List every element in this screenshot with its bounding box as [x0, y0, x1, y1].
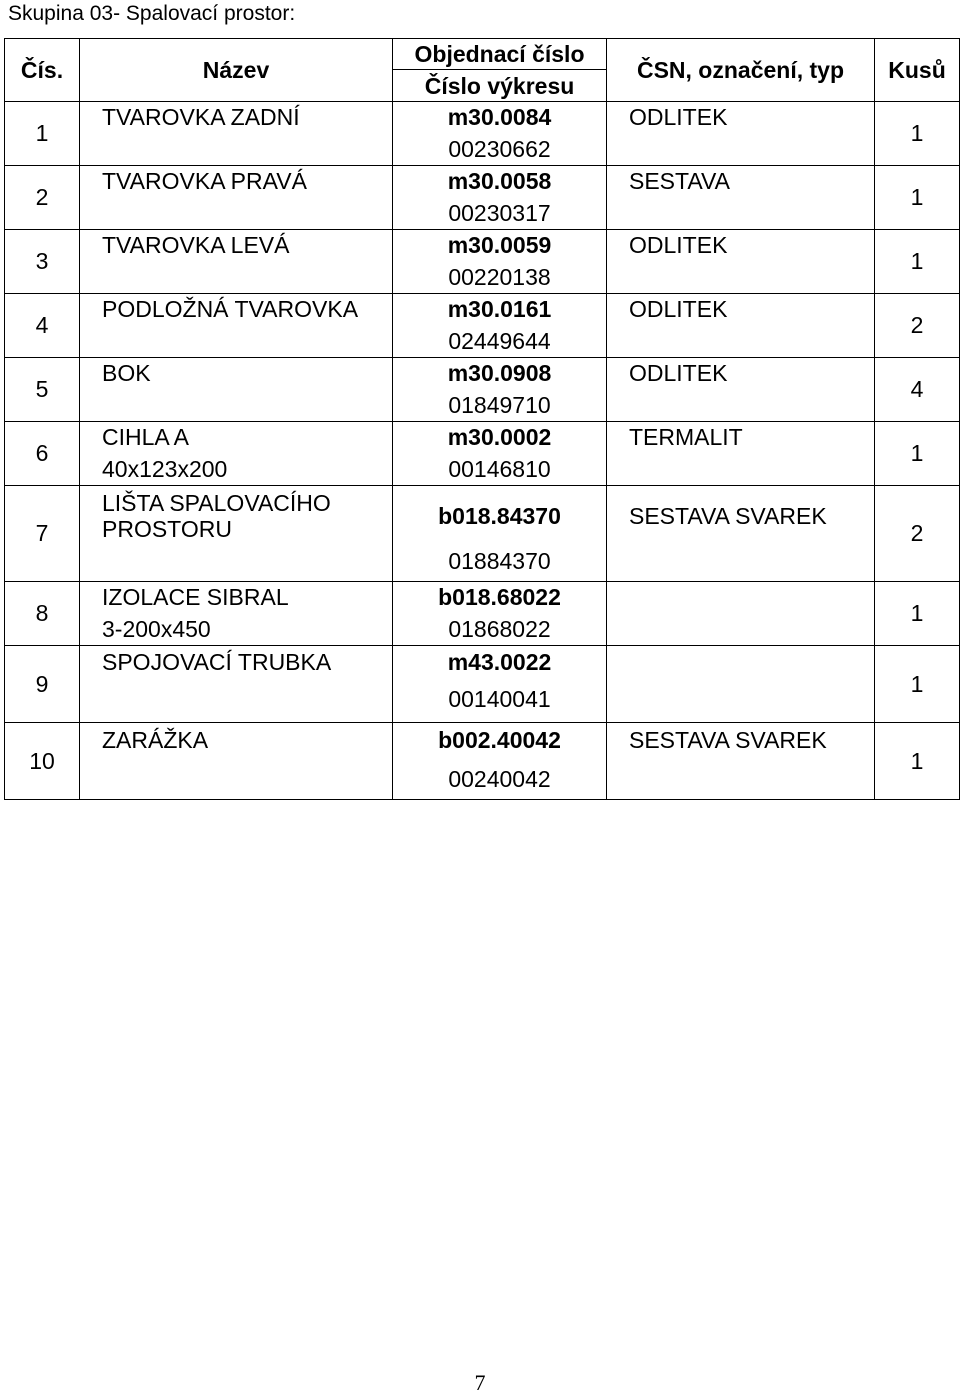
- drawing-number: 00220138: [448, 264, 551, 290]
- order-number: b002.40042: [438, 727, 561, 753]
- table-row: [5, 166, 960, 230]
- part-name: TVAROVKA ZADNÍ: [102, 104, 300, 130]
- row-number: 9: [5, 646, 80, 723]
- csn-type: TERMALIT: [629, 424, 743, 450]
- part-name: PODLOŽNÁ TVAROVKA: [102, 296, 359, 322]
- table-row: [5, 486, 960, 582]
- part-name: LIŠTA SPALOVACÍHO: [102, 490, 331, 516]
- order-number: b018.68022: [438, 584, 561, 610]
- csn-type: SESTAVA SVAREK: [629, 727, 827, 753]
- table-row: [5, 723, 960, 800]
- csn-type: ODLITEK: [629, 232, 728, 258]
- csn-type: SESTAVA: [629, 168, 730, 194]
- drawing-number: 00230317: [448, 200, 551, 226]
- table-row: [5, 422, 960, 486]
- part-name-detail: 3-200x450: [102, 616, 211, 642]
- header-qty: Kusů: [875, 39, 960, 102]
- order-number: m30.0002: [447, 424, 552, 450]
- row-number: 8: [5, 582, 80, 646]
- order-number: m30.0908: [447, 360, 552, 386]
- drawing-number: 00230662: [448, 136, 551, 162]
- part-name: CIHLA A: [102, 424, 189, 450]
- order-number: m30.0059: [447, 232, 552, 258]
- row-number: 6: [5, 422, 80, 486]
- order-number: m30.0084: [447, 104, 552, 130]
- header-name: Název: [80, 39, 393, 102]
- order-number: b018.84370: [438, 503, 561, 529]
- header-drawing-number: Číslo výkresu: [393, 70, 607, 102]
- drawing-number: 00140041: [448, 686, 551, 712]
- quantity: 2: [875, 486, 960, 582]
- part-name: TVAROVKA LEVÁ: [102, 232, 290, 258]
- header-order-number: Objednací číslo: [393, 39, 607, 70]
- part-name: ZARÁŽKA: [102, 727, 209, 753]
- quantity: 1: [875, 422, 960, 486]
- order-number: m30.0058: [447, 168, 552, 194]
- header-csn: ČSN, označení, typ: [607, 39, 875, 102]
- header-number: Čís.: [5, 39, 80, 102]
- table-row: [5, 582, 960, 646]
- drawing-number: 01884370: [448, 548, 551, 574]
- quantity: 1: [875, 102, 960, 166]
- order-number: m30.0161: [447, 296, 552, 322]
- csn-type: ODLITEK: [629, 360, 728, 386]
- drawing-number: 01868022: [448, 616, 551, 642]
- quantity: 4: [875, 358, 960, 422]
- csn-type: SESTAVA SVAREK: [629, 503, 827, 529]
- table-row: [5, 358, 960, 422]
- table-row: [5, 294, 960, 358]
- quantity: 1: [875, 166, 960, 230]
- drawing-number: 00146810: [448, 456, 551, 482]
- part-name: BOK: [102, 360, 151, 386]
- row-number: 3: [5, 230, 80, 294]
- row-number: 10: [5, 723, 80, 800]
- page-title: Skupina 03- Spalovací prostor:: [8, 2, 296, 25]
- row-number: 1: [5, 102, 80, 166]
- row-number: 7: [5, 486, 80, 582]
- table-row: [5, 102, 960, 166]
- drawing-number: 02449644: [448, 328, 551, 354]
- order-number: m43.0022: [447, 649, 552, 675]
- row-number: 2: [5, 166, 80, 230]
- table-row: [5, 646, 960, 723]
- part-name-detail: 40x123x200: [102, 456, 228, 482]
- csn-type: ODLITEK: [629, 296, 728, 322]
- part-name: IZOLACE SIBRAL: [102, 584, 289, 610]
- parts-table: [4, 38, 960, 800]
- part-name-detail: PROSTORU: [102, 516, 232, 542]
- quantity: 2: [875, 294, 960, 358]
- drawing-number: 01849710: [448, 392, 551, 418]
- quantity: 1: [875, 230, 960, 294]
- quantity: 1: [875, 582, 960, 646]
- part-name: TVAROVKA PRAVÁ: [102, 168, 307, 194]
- page-number: 7: [474, 1370, 486, 1395]
- quantity: 1: [875, 723, 960, 800]
- part-name: SPOJOVACÍ TRUBKA: [102, 649, 332, 675]
- row-number: 5: [5, 358, 80, 422]
- quantity: 1: [875, 646, 960, 723]
- table-row: [5, 230, 960, 294]
- csn-type: ODLITEK: [629, 104, 728, 130]
- row-number: 4: [5, 294, 80, 358]
- drawing-number: 00240042: [448, 766, 551, 792]
